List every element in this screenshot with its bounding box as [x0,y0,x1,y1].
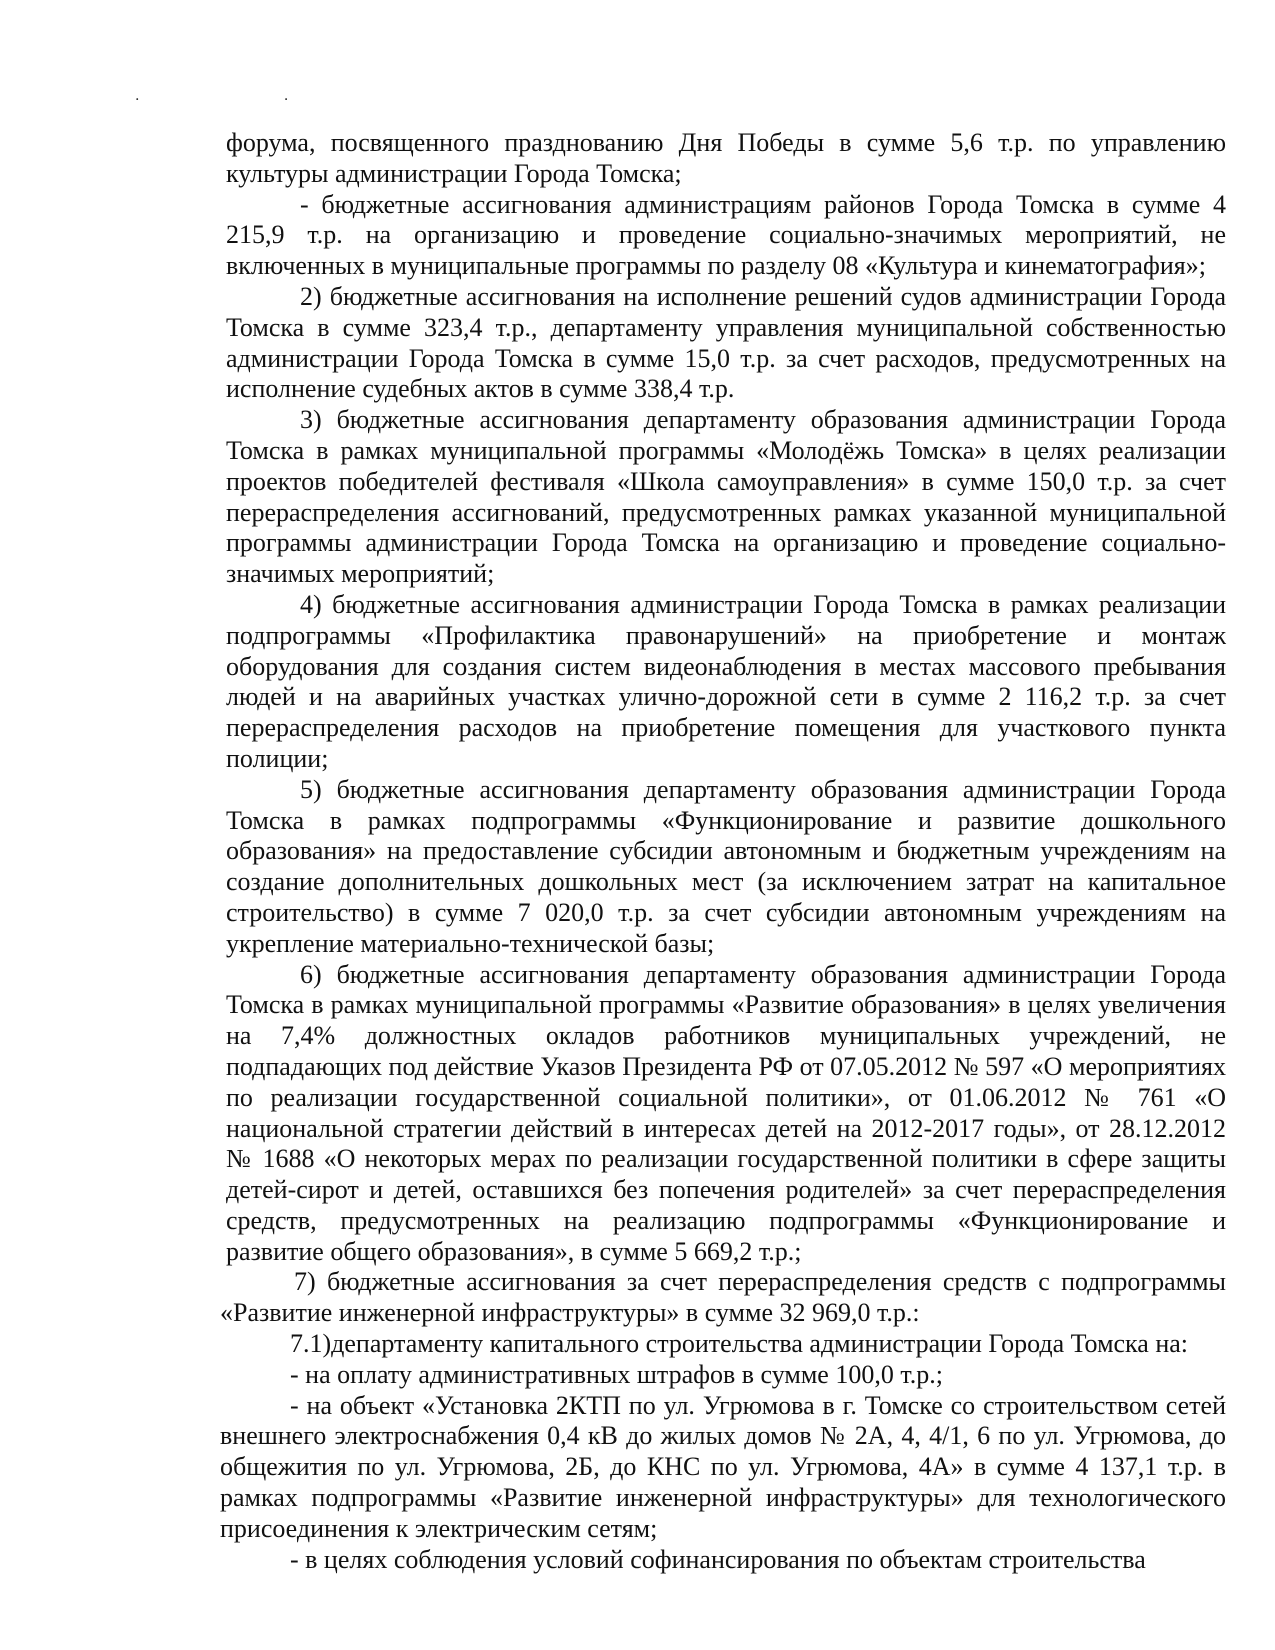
paragraph-fines: - на оплату административных штрафов в сумме 100,0 т.р.; [290,1359,943,1389]
document-body [220,128,1226,1575]
paragraph-ktp-object: - на объект «Установка 2КТП по ул. Угрюмова в г. Томске со строительством сетей внешнего электроснабжения 0,4 кВ до жилых домов № 2А, 4, 4/1, 6 по ул. Угрюмова, до общежития по ул. Угрюмова, 2Б, до КНС по ул. Угрюмова, 4А» в сумме 4 137,1 т.р. в рамках подпрограммы «Развитие инженерной инфраструктуры» для технологического присоединения к электрическим сетям; [220,1390,1226,1543]
paragraph-cofinancing: - в целях соблюдения условий софинансирования по объектам строительства [290,1544,1146,1574]
paragraph-forum-continuation: форума, посвященного празднованию Дня Победы в сумме 5,6 т.р. по управлению культуры администрации Города Томска; [226,128,1226,188]
paragraph-district-allocations: - бюджетные ассигнования администрациям районов Города Томска в сумме 4 215,9 т.р. на организацию и проведение социально-значимых мероприятий, не включенных в муниципальные программы по разделу 08 «Культура и кинематография»; [226,189,1226,281]
paragraph-item-6: 6) бюджетные ассигнования департаменту образования администрации Города Томска в рамках муниципальной программы «Развитие образования» в целях увеличения на 7,4% должностных окладов работников муниципальных учреждений, не подпадающих под действие Указов Президента РФ от 07.05.2012 № 597 «О мероприятиях по реализации государственной социальной политики», от 01.06.2012 № 761 «О национальной стратегии действий в интересах детей на 2012-2017 годы», от 28.12.2012 № 1688 «О некоторых мерах по реализации государственной политики в сфере защиты детей-сирот и детей, оставшихся без попечения родителей» за счет перераспределения средств, предусмотренных на реализацию подпрограммы «Функционирование и развитие общего образования», в сумме 5 669,2 т.р.; [226,959,1226,1266]
paragraph-item-7-1: 7.1)департаменту капитального строительства администрации Города Томска на: [290,1329,1189,1359]
paragraph-item-4: 4) бюджетные ассигнования администрации Города Томска в рамках реализации подпрограммы «Профилактика правонарушений» на приобретение и монтаж оборудования для создания систем видеонаблюдения в местах массового пребывания людей и на аварийных участках улично-дорожной сети в сумме 2 116,2 т.р. за счет перераспределения расходов на приобретение помещения для участкового пункта полиции; [226,589,1226,773]
paragraph-item-2: 2) бюджетные ассигнования на исполнение решений судов администрации Города Томска в сумме 323,4 т.р., департаменту управления муниципальной собственностью администрации Города Томска в сумме 15,0 т.р. за счет расходов, предусмотренных на исполнение судебных актов в сумме 338,4 т.р. [226,281,1226,404]
header-marks: . . [135,88,359,104]
paragraph-item-7: 7) бюджетные ассигнования за счет перераспределения средств с подпрограммы «Развитие инженерной инфраструктуры» в сумме 32 969,0 т.р.: [220,1267,1226,1328]
paragraph-item-3: 3) бюджетные ассигнования департаменту образования администрации Города Томска в рамках муниципальной программы «Молодёжь Томска» в целях реализации проектов победителей фестиваля «Школа самоуправления» в сумме 150,0 т.р. за счет перераспределения ассигнований, предусмотренных рамках указанной муниципальной программы администрации Города Томска на организацию и проведение социально-значимых мероприятий; [226,405,1226,589]
paragraph-item-5: 5) бюджетные ассигнования департаменту образования администрации Города Томска в рамках подпрограммы «Функционирование и развитие дошкольного образования» на предоставление субсидии автономным и бюджетным учреждениям на создание дополнительных дошкольных мест (за исключением затрат на капитальное строительство) в сумме 7 020,0 т.р. за счет субсидии автономным учреждениям на укрепление материально-технической базы; [226,774,1226,958]
